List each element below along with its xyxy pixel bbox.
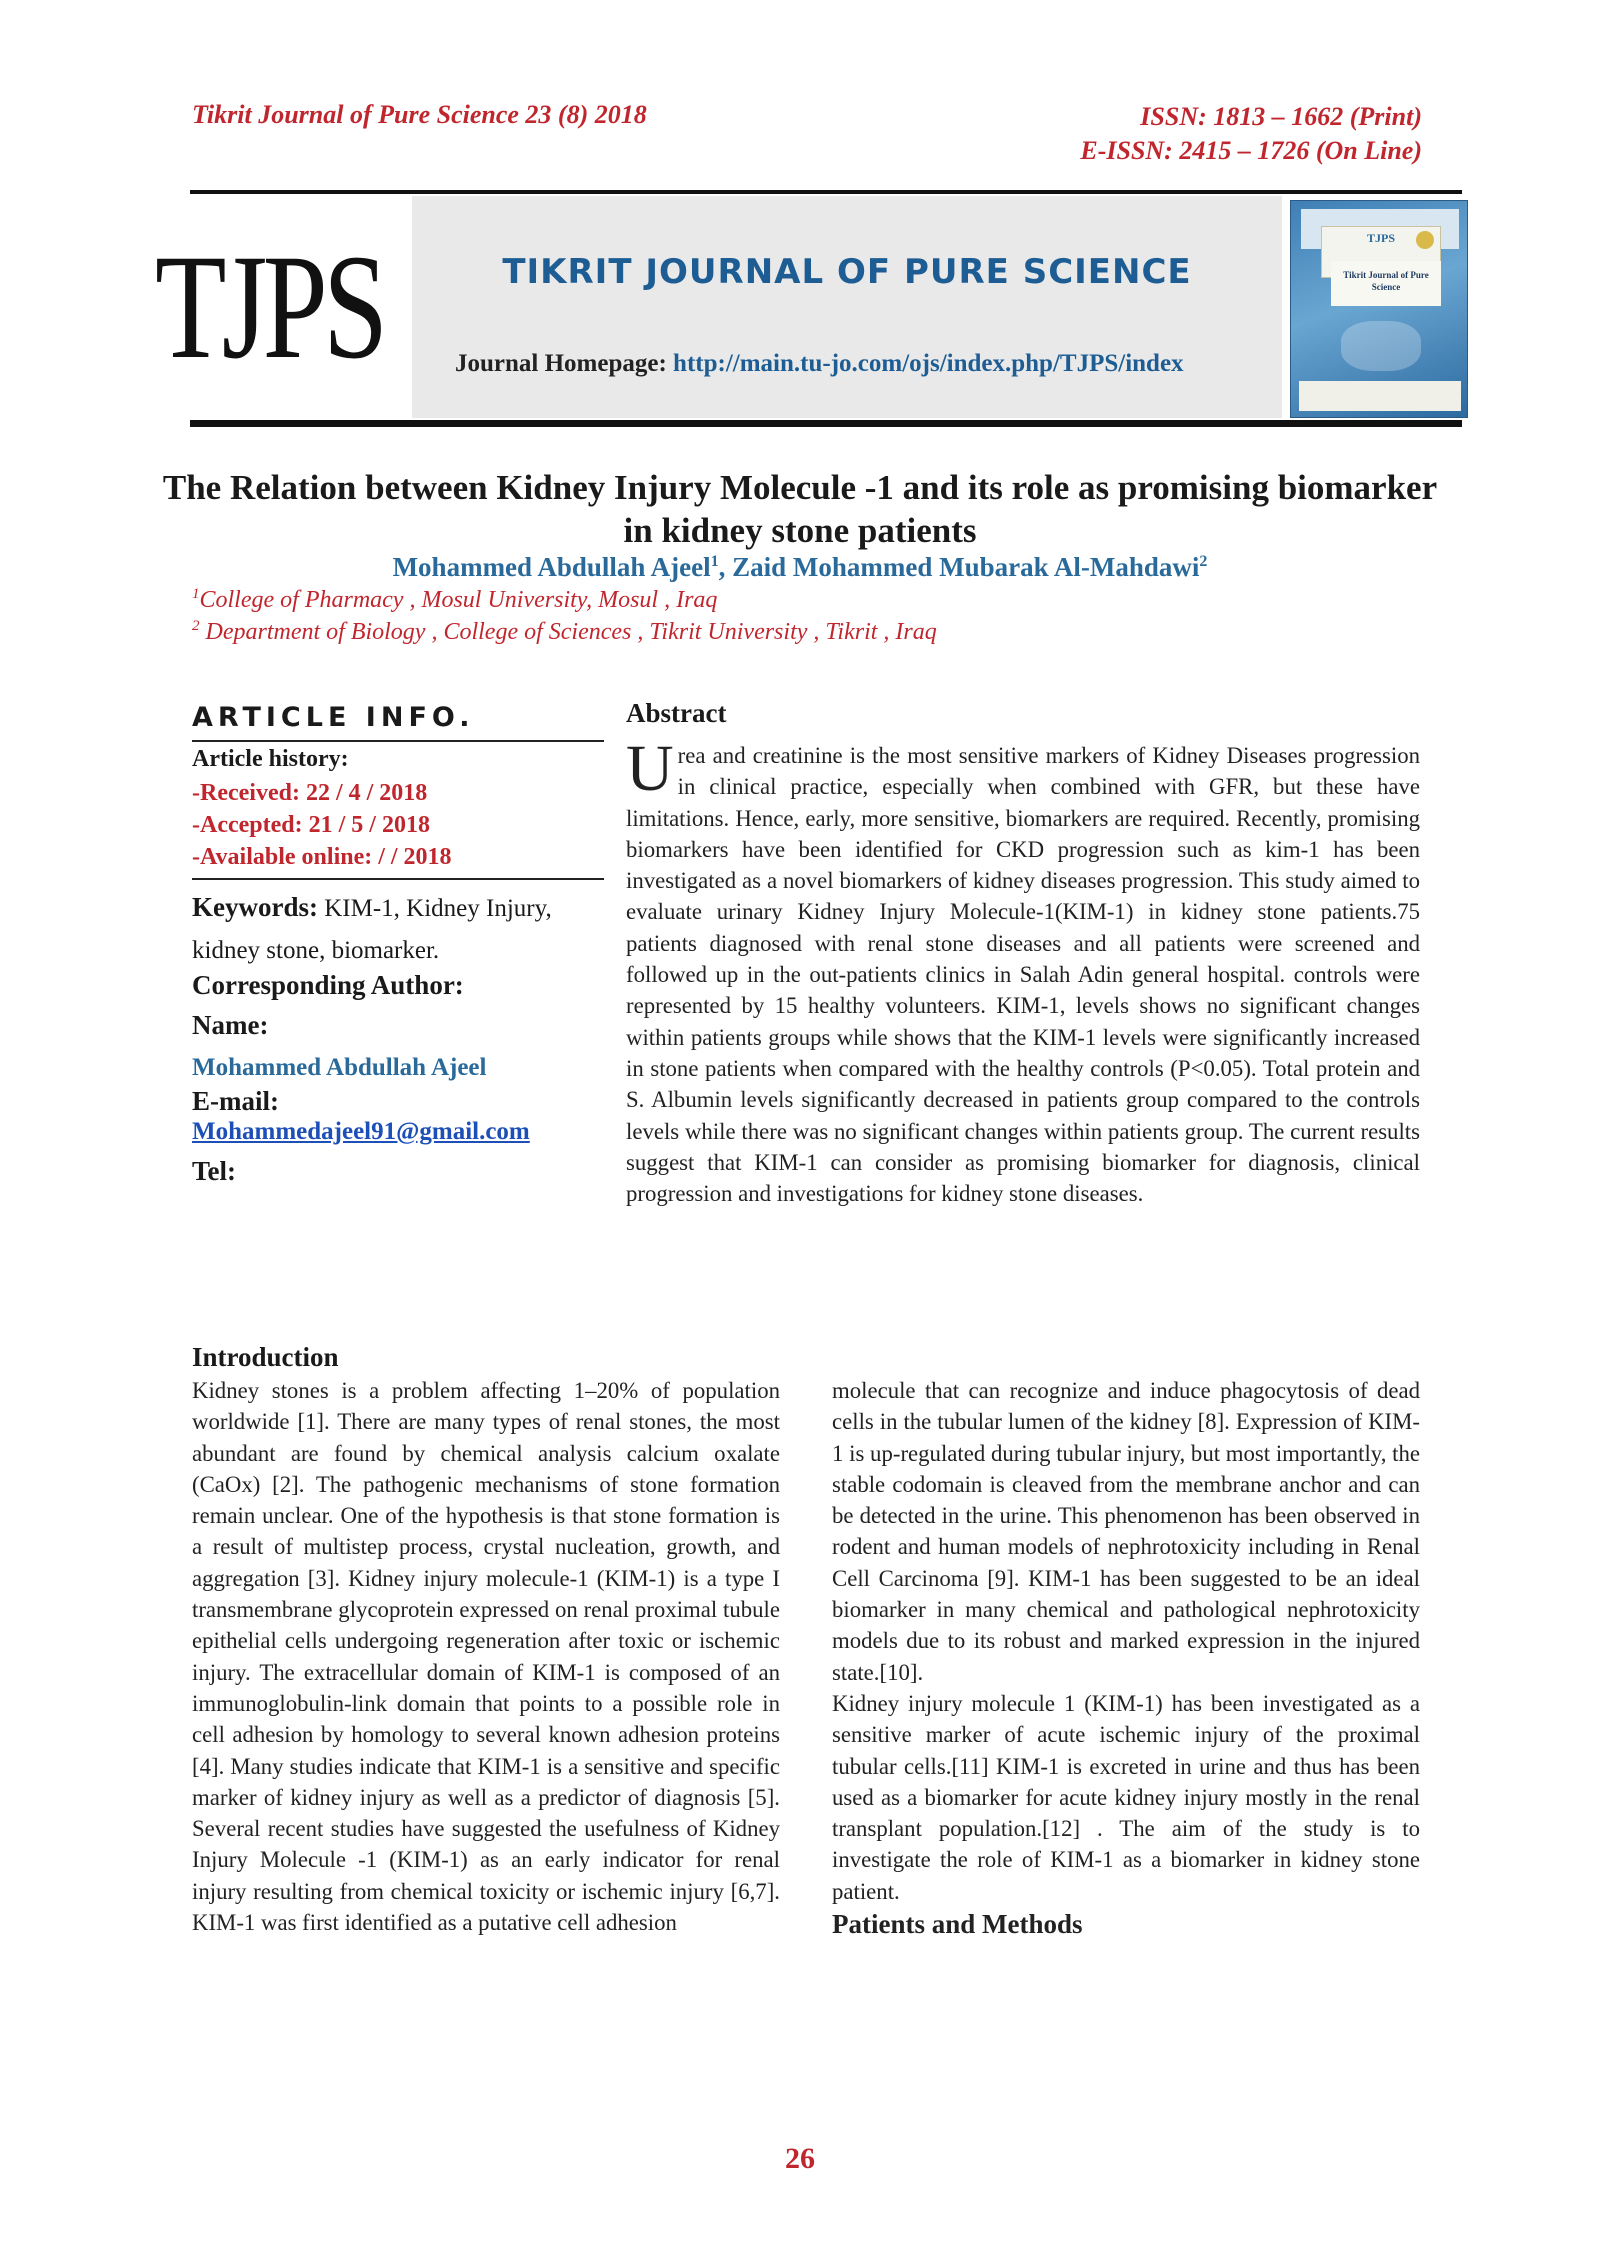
author-list: [150, 552, 1450, 583]
journal-homepage: [455, 350, 1184, 378]
journal-name: TIKRIT JOURNAL OF PURE SCIENCE: [502, 252, 1192, 292]
body-left-column: Kidney stones is a problem affecting 1–20% of population worldwide [1]. There are many types of renal stones, the most abundant are found by chemical analysis calcium oxalate (CaOx) [2]. The pathogenic mechanisms of stone formation remain unclear. One of the hypothesis is that stone formation is a result of multistep process, crystal nucleation, growth, and aggregation [3]. Kidney injury molecule-1 (KIM-1) is a type I transmembrane glycoprotein expressed on renal proximal tubule epithelial cells undergoing regeneration after toxic or ischemic injury. The extracellular domain of KIM-1 is composed of an immunoglobulin-link domain that points to a possible role in cell adhesion by homology to several known adhesion proteins [4]. Many studies indicate that KIM-1 is a sensitive and specific marker of kidney injury as well as a predictor of diagnosis [5]. Several recent studies have suggested the usefulness of Kidney Injury Molecule -1 (KIM-1) as an early indicator for renal injury resulting from chemical toxicity or ischemic injury [6,7]. KIM-1 was first identified as a putative cell adhesion: [192, 1378, 780, 1936]
affiliation-text: Department of Biology , College of Sciences , Tikrit University , Tikrit , Iraq: [199, 619, 937, 645]
issn-print: ISSN: 1813 – 1662 (Print): [1140, 102, 1422, 131]
abstract-heading: Abstract: [626, 698, 727, 728]
affiliation-text: College of Pharmacy , Mosul University, Mosul , Iraq: [199, 587, 718, 613]
masthead-top-rule: [190, 190, 1462, 194]
issn-online: E-ISSN: 2415 – 1726 (On Line): [1080, 136, 1422, 165]
accepted-date: -Accepted: 21 / 5 / 2018: [192, 812, 430, 838]
journal-cover-image: [1290, 200, 1468, 418]
article-info-heading: ARTICLE INFO.: [192, 702, 475, 733]
author-separator: ,: [718, 552, 733, 582]
homepage-link[interactable]: http://main.tu-jo.com/ojs/index.php/TJPS/index: [673, 350, 1184, 377]
article-info-rule: [192, 740, 604, 742]
emblem-icon: [1416, 231, 1434, 249]
tel-label: Tel:: [192, 1156, 237, 1186]
cover-mark: TJPS: [1366, 231, 1395, 245]
methods-heading: Patients and Methods: [832, 1909, 1083, 1940]
body-paragraph: Kidney injury molecule 1 (KIM-1) has been investigated as a sensitive marker of acute ischemic injury of the proximal tubular cells.[11] KIM-1 is excreted in urine and thus has been used as a biomarker for acute kidney injury mostly in the renal transplant population.[12] . The aim of the study is to investigate the role of KIM-1 as a biomarker in kidney stone patient.: [832, 1690, 1420, 1904]
author-name: Mohammed Abdullah Ajeel: [392, 552, 711, 582]
keywords-label: Keywords:: [192, 892, 318, 922]
body-paragraph: molecule that can recognize and induce phagocytosis of dead cells in the tubular lumen of the kidney [8]. Expression of KIM-1 is up-regulated during tubular injury, but most importantly, the stable codomain is cleaved from the membrane anchor and can be detected in the urine. This phenomenon has been observed in rodent and human models of nephrotoxicity including in Renal Cell Carcinoma [9]. KIM-1 has been suggested to be an ideal biomarker in many chemical and pathological nephrotoxicity models due to its robust and marked expression in the injured state.[10].: [832, 1378, 1420, 1685]
email-link[interactable]: Mohammedajeel91@gmail.com: [192, 1118, 530, 1145]
affiliation-marker: 1: [710, 553, 719, 570]
article-history-label: Article history:: [192, 746, 349, 772]
paper-title: The Relation between Kidney Injury Molecule -1 and its role as promising biomarker in kidney stone patients: [162, 468, 1438, 550]
cover-footer: [1299, 381, 1461, 411]
affiliation-marker: 1: [192, 586, 200, 602]
masthead-bottom-rule: [190, 420, 1462, 427]
abstract-text: [626, 732, 1420, 1209]
received-date: -Received: 22 / 4 / 2018: [192, 780, 428, 806]
cover-watermark: [1341, 321, 1421, 371]
page-number: 26: [785, 2142, 815, 2175]
introduction-heading: Introduction: [192, 1342, 339, 1372]
corresponding-author-name: Mohammed Abdullah Ajeel: [192, 1054, 487, 1081]
abstract-body: rea and creatinine is the most sensitive markers of Kidney Diseases progression in clinical practice, especially when combined with GFR, but these have limitations. Hence, early, more sensitive, biomarkers are required. Recently, promising biomarkers have been identified for CKD progression such as kim-1 has been investigated as a novel biomarkers of kidney diseases progression. This study aimed to evaluate urinary Kidney Injury Molecule-1(KIM-1) in kidney stone patients.75 patients diagnosed with renal stone diseases and all patients were screened and followed up in the out-patients clinics in Salah Adin general hospital. controls were represented by 15 healthy volunteers. KIM-1, levels shows no significant changes within patients groups while shows that the KIM-1 levels were significantly increased in stone patients when compared with the healthy controls (P<0.05). Total protein and S. Albumin levels significantly decreased in patients group compared to the controls levels while there was no significant changes within patients group. The current results suggest that KIM-1 can consider as promising biomarker for diagnosis, clinical progression and investigations for kidney stone diseases.: [626, 743, 1420, 1207]
keywords: [192, 886, 604, 972]
author-name: Zaid Mohammed Mubarak Al-Mahdawi: [732, 552, 1200, 582]
available-online-date: -Available online: / / 2018: [192, 844, 452, 870]
name-label: Name:: [192, 1010, 269, 1040]
body-right-column: [832, 1375, 1420, 1940]
article-info-rule: [192, 878, 604, 880]
homepage-label: Journal Homepage:: [455, 350, 667, 377]
journal-logo: TJPS: [155, 224, 384, 390]
cover-title: Tikrit Journal of Pure Science: [1331, 261, 1441, 306]
affiliation-marker: 2: [192, 618, 200, 634]
email-label: E-mail:: [192, 1086, 279, 1116]
keywords-text: KIM-1, Kidney Injury, kidney stone, biomarker.: [192, 895, 552, 964]
corresponding-author-label: Corresponding Author:: [192, 970, 464, 1000]
masthead-panel: [412, 196, 1282, 418]
affiliation-1: [192, 586, 717, 614]
affiliation-marker: 2: [1199, 553, 1208, 570]
affiliation-2: [192, 618, 937, 646]
journal-issue: Tikrit Journal of Pure Science 23 (8) 2018: [192, 100, 647, 129]
issn-block: [1080, 100, 1422, 168]
drop-cap: U: [626, 732, 674, 805]
